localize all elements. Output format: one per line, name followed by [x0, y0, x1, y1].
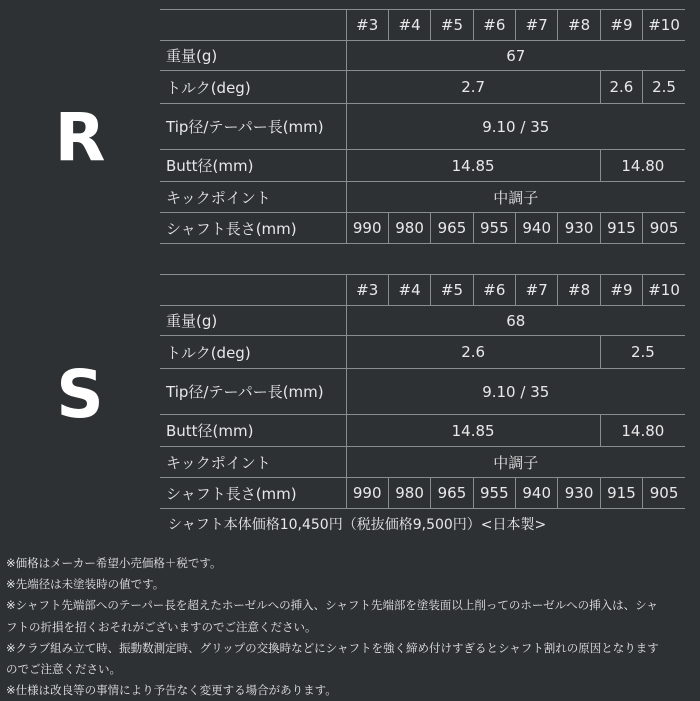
notes [6, 553, 696, 701]
length-row [160, 213, 685, 244]
weight-row [160, 306, 685, 336]
note-line: フトの折損を招くおそれがございますのでご注意ください。 [6, 619, 317, 634]
tip-value: 9.10 / 35 [346, 369, 685, 415]
torque-value-9: 2.6 [600, 71, 642, 104]
butt-row [160, 415, 685, 447]
torque-value-9-10: 2.5 [600, 336, 685, 369]
weight-row [160, 41, 685, 71]
kick-row [160, 182, 685, 213]
header-row [160, 10, 685, 41]
butt-value-3-8: 14.85 [346, 415, 600, 447]
butt-value-9-10: 14.80 [600, 150, 685, 182]
club-header-4: #4 [388, 275, 430, 306]
length-value-3: 990 [346, 213, 388, 244]
club-header-4: #4 [388, 10, 430, 41]
note-line: ※価格はメーカー希望小売価格＋税です。 [6, 556, 222, 570]
club-header-5: #5 [431, 10, 473, 41]
length-value-10: 905 [643, 213, 685, 244]
header-row [160, 275, 685, 306]
butt-row [160, 150, 685, 182]
length-value-5: 965 [431, 213, 473, 244]
note-line: ※仕様は改良等の事情により予告なく変更する場合があります。 [6, 683, 337, 698]
length-label: シャフト長さ(mm) [160, 213, 346, 244]
butt-value-3-8: 14.85 [346, 150, 600, 182]
club-header-5: #5 [431, 275, 473, 306]
club-header-9: #9 [600, 275, 642, 306]
club-header-6: #6 [473, 275, 515, 306]
kick-value: 中調子 [346, 182, 685, 213]
butt-label: Butt径(mm) [160, 415, 346, 447]
weight-label: 重量(g) [160, 306, 346, 336]
butt-label: Butt径(mm) [160, 150, 346, 182]
weight-value: 67 [346, 41, 685, 71]
torque-value-3-8: 2.7 [346, 71, 600, 104]
kick-label: キックポイント [160, 182, 346, 213]
club-header-7: #7 [516, 10, 558, 41]
tip-row [160, 104, 685, 150]
length-value-4: 980 [388, 478, 430, 509]
note-line: のでご注意ください。 [6, 662, 121, 677]
price-text: シャフト本体価格10,450円（税抜価格9,500円）<日本製> [168, 517, 547, 533]
tip-row [160, 369, 685, 415]
header-blank-cell [160, 275, 346, 306]
tip-label: Tip径/テーパー長(mm) [160, 369, 346, 415]
kick-row [160, 447, 685, 478]
length-value-6: 955 [473, 478, 515, 509]
spec-table-s [160, 274, 685, 509]
torque-value-3-8: 2.6 [346, 336, 600, 369]
length-value-7: 940 [516, 478, 558, 509]
note-line: ※シャフト先端部へのテーパー長を超えたホーゼルへの挿入、シャフト先端部を塗装面以上削ってのホーゼルへの挿入は、シャ [6, 598, 658, 613]
length-value-10: 905 [643, 478, 685, 509]
length-value-8: 930 [558, 478, 600, 509]
torque-label: トルク(deg) [160, 71, 346, 104]
kick-value: 中調子 [346, 447, 685, 478]
length-value-8: 930 [558, 213, 600, 244]
weight-value: 68 [346, 306, 685, 336]
butt-value-9-10: 14.80 [600, 415, 685, 447]
club-header-8: #8 [558, 275, 600, 306]
torque-value-10: 2.5 [643, 71, 685, 104]
length-value-6: 955 [473, 213, 515, 244]
note-line: ※クラブ組み立て時、振動数測定時、グリップの交換時などにシャフトを強く締め付けすぎるとシャフト割れの原因となります [6, 640, 659, 655]
club-header-3: #3 [346, 275, 388, 306]
club-header-3: #3 [346, 10, 388, 41]
club-header-10: #10 [643, 10, 685, 41]
length-row [160, 478, 685, 509]
club-header-6: #6 [473, 10, 515, 41]
tip-value: 9.10 / 35 [346, 104, 685, 150]
length-label: シャフト長さ(mm) [160, 478, 346, 509]
kick-label: キックポイント [160, 447, 346, 478]
club-header-7: #7 [516, 275, 558, 306]
length-value-9: 915 [600, 478, 642, 509]
club-header-8: #8 [558, 10, 600, 41]
note-line: ※先端径は未塗装時の値です。 [6, 577, 165, 592]
length-value-9: 915 [600, 213, 642, 244]
club-header-9: #9 [600, 10, 642, 41]
spec-table-r [160, 9, 685, 244]
flex-label-r: R [54, 99, 106, 176]
club-header-10: #10 [643, 275, 685, 306]
torque-row [160, 336, 685, 369]
length-value-7: 940 [516, 213, 558, 244]
length-value-5: 965 [431, 478, 473, 509]
header-blank-cell [160, 10, 346, 41]
torque-label: トルク(deg) [160, 336, 346, 369]
torque-row [160, 71, 685, 104]
length-value-4: 980 [388, 213, 430, 244]
flex-label-s: S [56, 356, 104, 433]
tip-label: Tip径/テーパー長(mm) [160, 104, 346, 150]
weight-label: 重量(g) [160, 41, 346, 71]
length-value-3: 990 [346, 478, 388, 509]
